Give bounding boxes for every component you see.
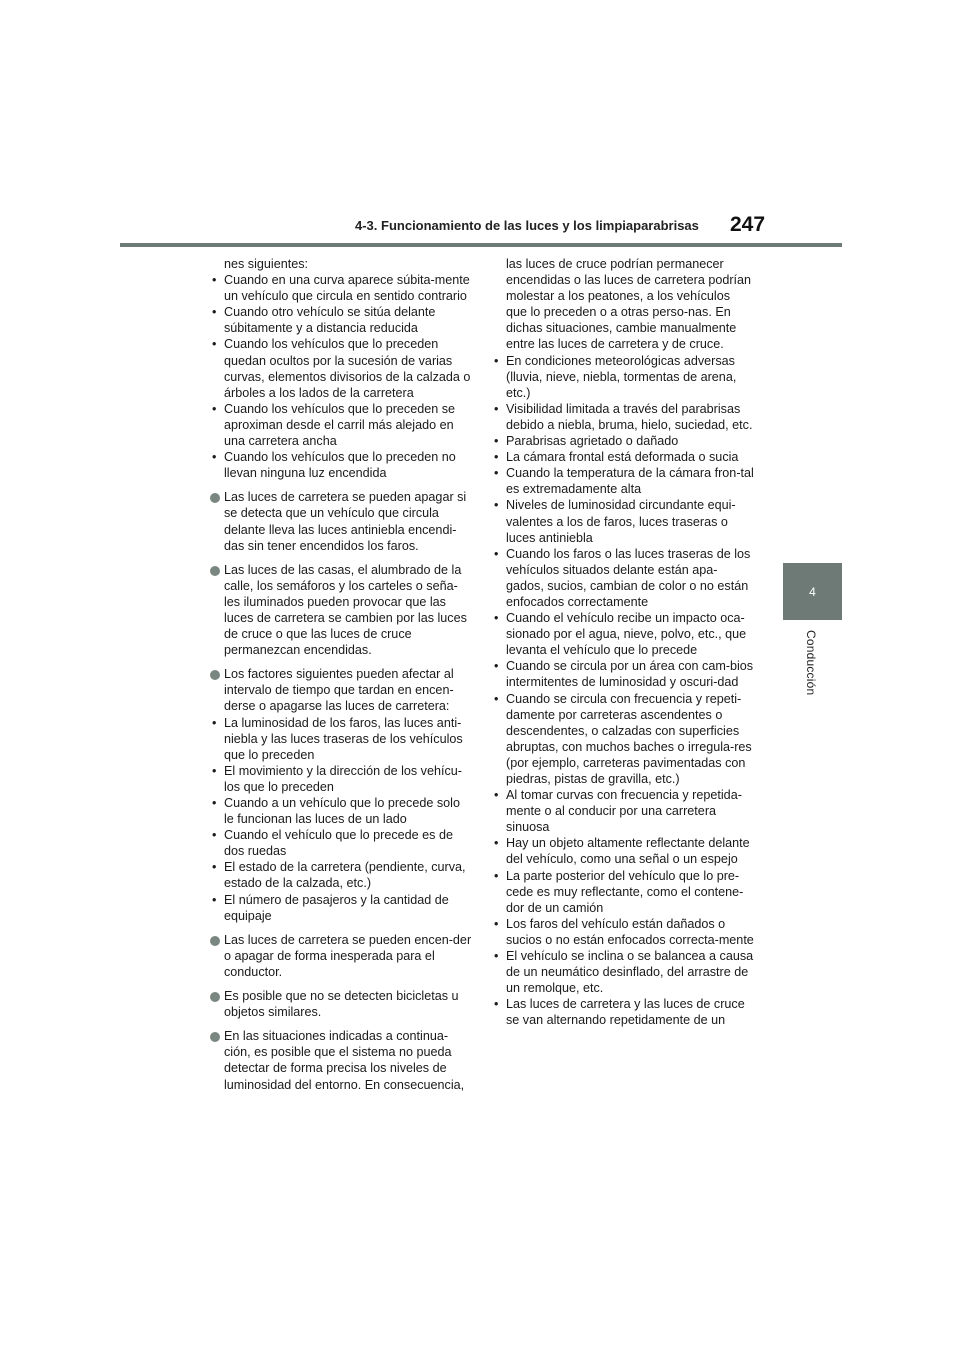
paragraph-text: Las luces de carretera se pueden encen-der o apagar de forma inesperada para el conductor.	[224, 932, 472, 979]
intro-continuation: nes siguientes:	[224, 257, 309, 271]
list-item: • Cuando a un vehículo que lo precede solo le funcionan las luces de un lado	[210, 795, 472, 827]
list-item: • Parabrisas agrietado o dañado	[492, 433, 754, 449]
list-item: • Hay un objeto altamente reflectante delante del vehículo, como una señal o un espejo	[492, 835, 754, 867]
list-item: • Cuando la temperatura de la cámara fron-tal es extremadamente alta	[492, 465, 754, 497]
page-number: 247	[730, 213, 766, 236]
chapter-tab	[783, 563, 842, 620]
paragraph-text: Es posible que no se detecten bicicletas u objetos similares.	[224, 989, 459, 1020]
section-title: 4-3. Funcionamiento de las luces y los limpiaparabrisas	[355, 218, 699, 233]
list-item: • Cuando otro vehículo se sitúa delante súbitamente y a distancia reducida	[210, 304, 472, 336]
paragraph-text: Los factores siguientes pueden afectar al intervalo de tiempo que tardan en encen-derse o apagarse las luces de carretera:	[224, 667, 454, 714]
right-column	[492, 256, 754, 1029]
factor-bullet-list	[210, 715, 472, 924]
list-item: • Visibilidad limitada a través del parabrisas debido a niebla, bruma, hielo, suciedad, etc.	[492, 401, 754, 433]
list-item: • Las luces de carretera y las luces de cruce se van alternando repetidamente de un	[492, 996, 754, 1028]
list-item: • La luminosidad de los faros, las luces anti-niebla y las luces traseras de los vehículos que lo preceden	[210, 715, 472, 763]
bullet-dot-icon	[210, 566, 220, 576]
list-item: • Cuando los vehículos que lo preceden quedan ocultos por la sucesión de varias curvas, elementos divisorios de la calzada o árboles a los lados de la carretera	[210, 336, 472, 400]
bullet-dot-icon	[210, 936, 220, 946]
left-column	[210, 256, 472, 1093]
list-item: • Cuando los vehículos que lo preceden no llevan ninguna luz encendida	[210, 449, 472, 481]
paragraph-text: En las situaciones indicadas a continua-ción, es posible que el sistema no pueda detectar de forma precisa los niveles de luminosidad del entorno. En consecuencia,	[224, 1029, 465, 1092]
chapter-label: Conducción	[804, 630, 818, 696]
paragraph	[210, 988, 472, 1020]
paragraph-text: Las luces de carretera se pueden apagar si se detecta que un vehículo que circula delante lleva las luces antiniebla encendi-das sin tener encendidos los faros.	[224, 490, 467, 553]
bullet-dot-icon	[210, 493, 220, 503]
list-item: • Cuando se circula por un área con cam-bios intermitentes de luminosidad y oscuri-dad	[492, 658, 754, 690]
paragraph	[210, 666, 472, 714]
list-item: • La parte posterior del vehículo que lo pre-cede es muy reflectante, como el contene-dor de un camión	[492, 868, 754, 916]
list-item: • El vehículo se inclina o se balancea a causa de un neumático desinflado, del arrastre de un remolque, etc.	[492, 948, 754, 996]
header-divider	[120, 243, 842, 247]
paragraph-text: Las luces de las casas, el alumbrado de la calle, los semáforos y los carteles o seña-les iluminados pueden provocar que las luces de carretera se cambien por las luces de cruce o que las luces de cruce permanezcan encendidas.	[224, 562, 467, 658]
list-item: • Niveles de luminosidad circundante equi-valentes a los de faros, luces traseras o luces antiniebla	[492, 497, 754, 545]
paragraph	[210, 489, 472, 553]
bullet-dot-icon	[210, 670, 220, 680]
paragraph-continuation: las luces de cruce podrían permanecer encendidas o las luces de carretera podrían molestar a los peatones, a los vehículos que lo preceden o a otras perso-nas. En dichas situaciones, cambie manualmente entre las luces de carretera y de cruce.	[506, 257, 752, 352]
list-item: • Cuando los vehículos que lo preceden se aproximan desde el carril más alejado en una carretera ancha	[210, 401, 472, 449]
list-item: • En condiciones meteorológicas adversas (lluvia, nieve, niebla, tormentas de arena, etc.)	[492, 353, 754, 401]
bullet-dot-icon	[210, 1032, 220, 1042]
list-item: • Cuando el vehículo que lo precede es de dos ruedas	[210, 827, 472, 859]
list-item: • Los faros del vehículo están dañados o sucios o no están enfocados correcta-mente	[492, 916, 754, 948]
paragraph	[210, 932, 472, 980]
paragraph	[210, 562, 472, 659]
intro-bullet-list	[210, 272, 472, 481]
condition-bullet-list	[492, 353, 754, 1029]
list-item: • El número de pasajeros y la cantidad de equipaje	[210, 892, 472, 924]
list-item: • Cuando se circula con frecuencia y repeti-damente por carreteras ascendentes o descendentes, o calzadas con superficies abruptas, con muchos baches o irregula-res (por ejemplo, carreteras pavimentadas con piedras, pistas de gravilla, etc.)	[492, 691, 754, 788]
list-item: • Cuando los faros o las luces traseras de los vehículos situados delante están apa-gados, sucios, cambian de color o no están enfocados correctamente	[492, 546, 754, 610]
list-item: • El estado de la carretera (pendiente, curva, estado de la calzada, etc.)	[210, 859, 472, 891]
chapter-number: 4	[809, 584, 816, 599]
list-item: • Cuando en una curva aparece súbita-mente un vehículo que circula en sentido contrario	[210, 272, 472, 304]
paragraph	[210, 1028, 472, 1092]
list-item: • La cámara frontal está deformada o sucia	[492, 449, 754, 465]
list-item: • Al tomar curvas con frecuencia y repetida-mente o al conducir por una carretera sinuosa	[492, 787, 754, 835]
list-item: • El movimiento y la dirección de los vehícu-los que lo preceden	[210, 763, 472, 795]
bullet-dot-icon	[210, 992, 220, 1002]
list-item: • Cuando el vehículo recibe un impacto oca-sionado por el agua, nieve, polvo, etc., que levanta el vehículo que lo precede	[492, 610, 754, 658]
